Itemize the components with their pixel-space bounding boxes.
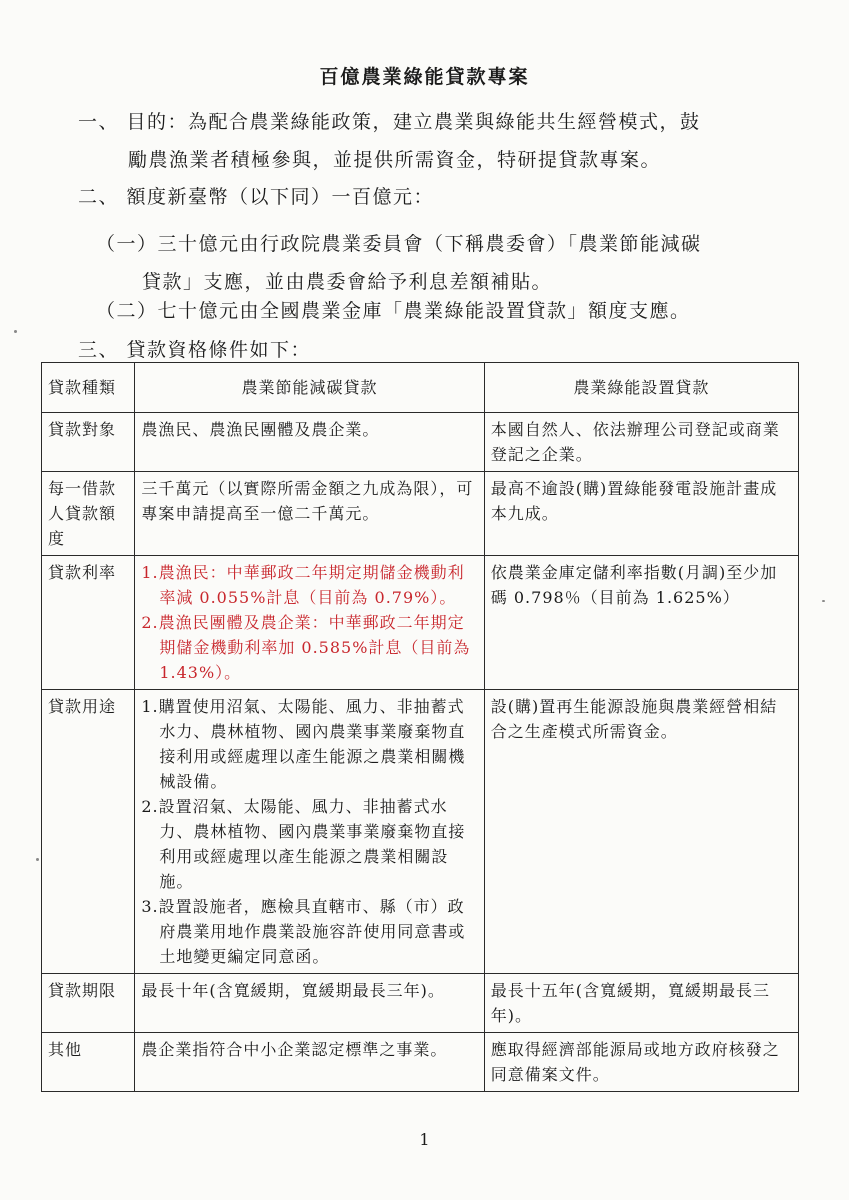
- cell-use-energy-saving: [135, 690, 484, 974]
- row-label-amount: 每一借款人貸款額度: [42, 472, 135, 556]
- scan-speck: [14, 330, 17, 333]
- header-energy-saving-loan: 農業節能減碳貸款: [135, 363, 484, 413]
- row-label-other: 其他: [42, 1033, 135, 1092]
- subsection-amount-2: （二）七十億元由全國農業金庫「農業綠能設置貸款」額度支應。: [96, 300, 691, 322]
- subsection-amount-1: [96, 225, 796, 301]
- table-row: [42, 413, 799, 472]
- cell-rate-green-energy: 依農業金庫定儲利率指數(月調)至少加碼 0.798％（目前為 1.625%）: [484, 556, 798, 690]
- list-item: 3.設置設施者，應檢具直轄市、縣（市）政府農業用地作農業設施容許使用同意書或土地變更編定同意函。: [141, 897, 466, 966]
- table-row: [42, 974, 799, 1033]
- list-item: 1.購置使用沼氣、太陽能、風力、非抽蓄式水力、農林植物、國內農業事業廢棄物直接利用或經處理以產生能源之農業相關機械設備。: [141, 697, 466, 791]
- scan-speck: [822, 600, 825, 602]
- cell-rate-energy-saving: [135, 556, 484, 690]
- cell-target-energy-saving: 農漁民、農漁民團體及農企業。: [135, 413, 484, 472]
- row-label-target: 貸款對象: [42, 413, 135, 472]
- section-purpose-line1: 一、 目的：為配合農業綠能政策，建立農業與綠能共生經營模式，鼓: [78, 111, 701, 133]
- cell-amount-green-energy: 最高不逾設(購)置綠能發電設施計畫成本九成。: [484, 472, 798, 556]
- cell-target-green-energy: 本國自然人、依法辦理公司登記或商業登記之企業。: [484, 413, 798, 472]
- table-row: [42, 472, 799, 556]
- section-conditions: 三、 貸款資格條件如下：: [78, 339, 312, 361]
- row-label-rate: 貸款利率: [42, 556, 135, 690]
- section-amount: 二、 額度新臺幣（以下同）一百億元：: [78, 186, 435, 208]
- list-item: 2.設置沼氣、太陽能、風力、非抽蓄式水力、農林植物、國內農業事業廢棄物直接利用或經處理以產生能源之農業相關設施。: [141, 797, 466, 891]
- table-header-row: [42, 363, 799, 413]
- table-row: [42, 690, 799, 974]
- cell-other-green-energy: 應取得經濟部能源局或地方政府核發之同意備案文件。: [484, 1033, 798, 1092]
- list-item: 1.農漁民：中華郵政二年期定期儲金機動利率減 0.055%計息（目前為 0.79%）。: [141, 563, 465, 607]
- table-row: [42, 1033, 799, 1092]
- table-row: [42, 556, 799, 690]
- cell-amount-energy-saving: 三千萬元（以實際所需金額之九成為限），可專案申請提高至一億二千萬元。: [135, 472, 484, 556]
- list-item: 2.農漁民團體及農企業：中華郵政二年期定期儲金機動利率加 0.585%計息（目前為 1.43%）。: [141, 613, 471, 682]
- row-label-term: 貸款期限: [42, 974, 135, 1033]
- scan-speck: [36, 858, 39, 861]
- document-title: 百億農業綠能貸款專案: [319, 66, 530, 88]
- section-purpose-line2: 勵農漁業者積極參與，並提供所需資金，特研提貸款專案。: [128, 149, 662, 171]
- section-purpose: [78, 103, 778, 179]
- subsection-amount-1-line2: 貸款」支應，並由農委會給予利息差額補貼。: [142, 271, 553, 293]
- page-number: 1: [419, 1130, 430, 1149]
- cell-term-energy-saving: 最長十年(含寬緩期，寬緩期最長三年)。: [135, 974, 484, 1033]
- subsection-amount-1-line1: （一）三十億元由行政院農業委員會（下稱農委會）「農業節能減碳: [96, 233, 702, 255]
- header-green-energy-loan: 農業綠能設置貸款: [484, 363, 798, 413]
- row-label-use: 貸款用途: [42, 690, 135, 974]
- cell-other-energy-saving: 農企業指符合中小企業認定標準之事業。: [135, 1033, 484, 1092]
- loan-conditions-table: [41, 362, 799, 1092]
- header-loan-type: 貸款種類: [42, 363, 135, 413]
- cell-use-green-energy: 設(購)置再生能源設施與農業經營相結合之生產模式所需資金。: [484, 690, 798, 974]
- cell-term-green-energy: 最長十五年(含寬緩期，寬緩期最長三年)。: [484, 974, 798, 1033]
